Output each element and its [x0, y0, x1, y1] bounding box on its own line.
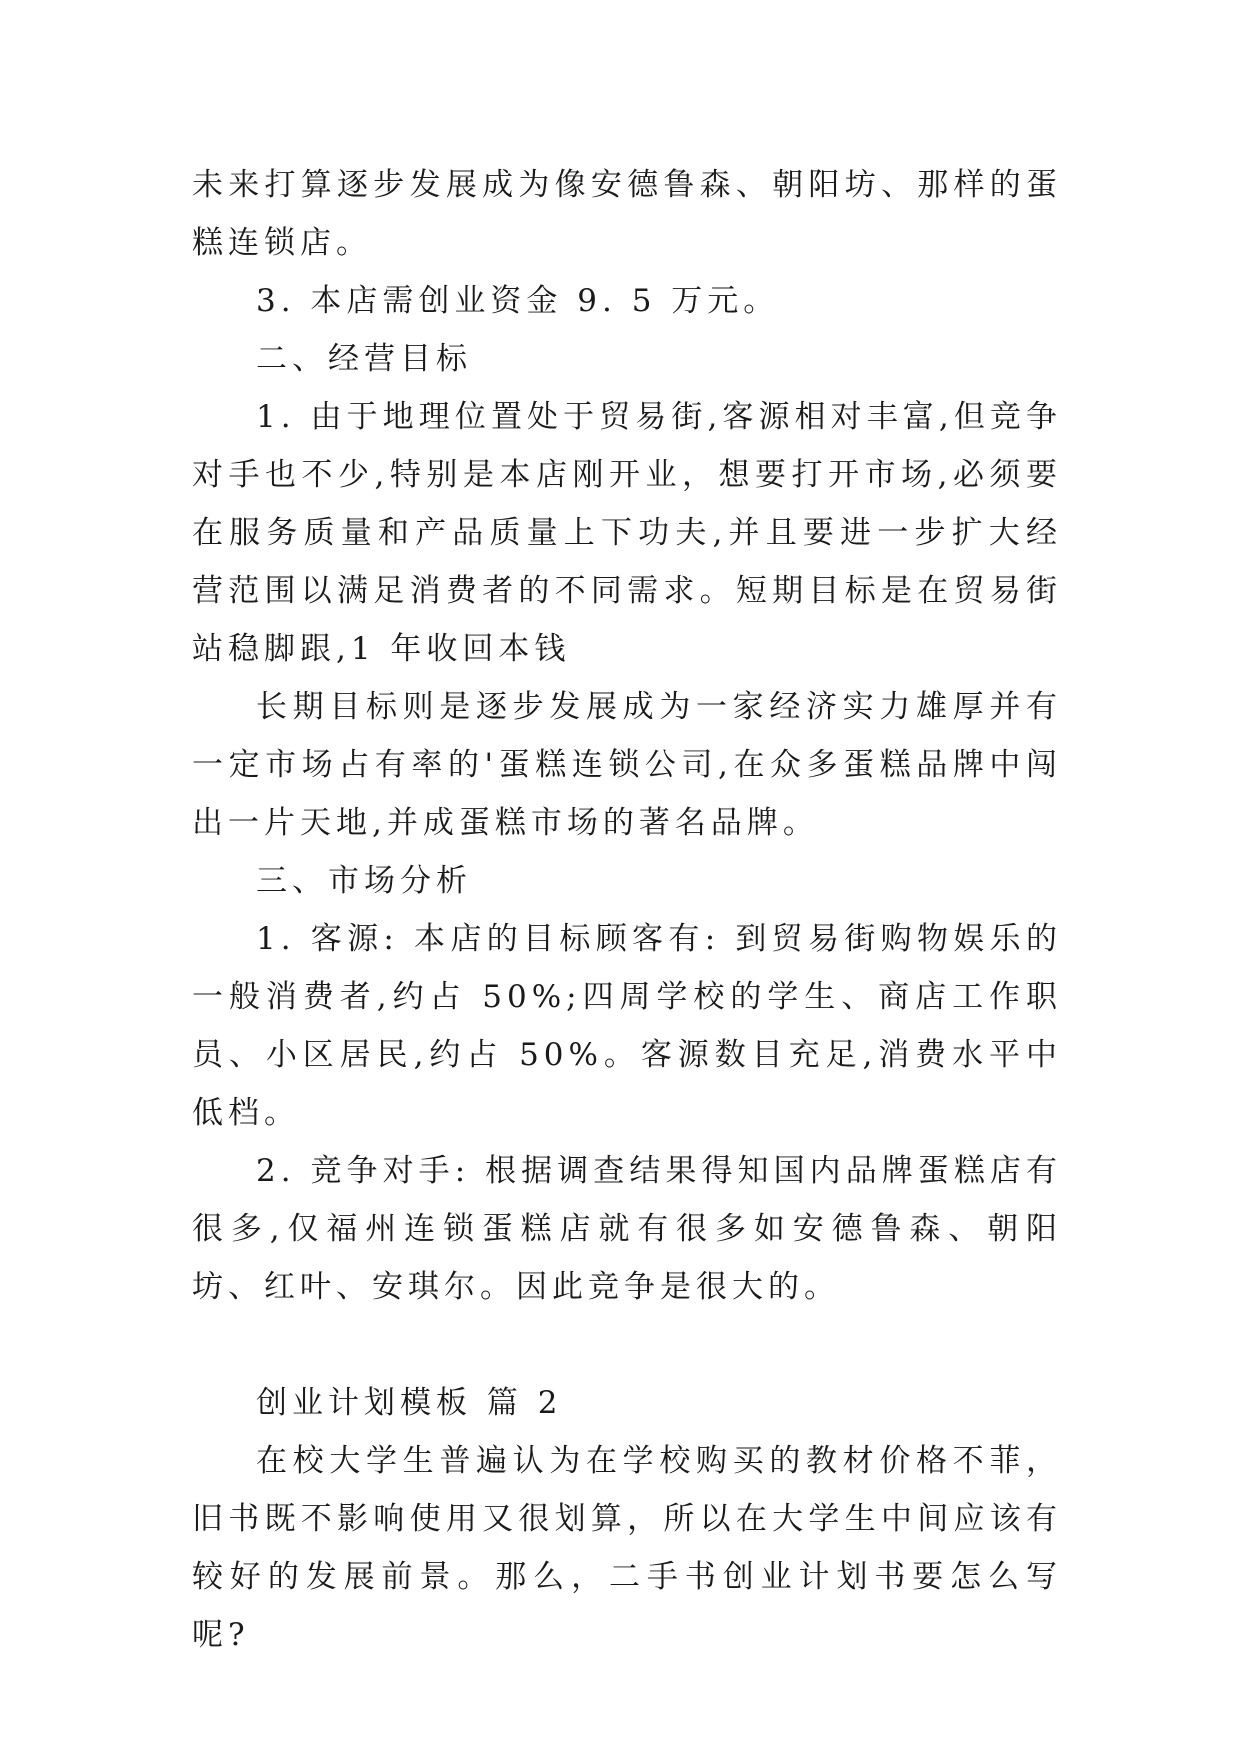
document-body — [192, 156, 1062, 1664]
heading-market-analysis: 三、市场分析 — [256, 863, 472, 899]
paragraph-second-hand-books: 在校大学生普遍认为在学校购买的教材价格不菲，旧书既不影响使用又很划算，所以在大学生中间应该有较好的发展前景。那么，二手书创业计划书要怎么写呢? — [192, 1443, 1062, 1653]
paragraph-competitors: 2. 竞争对手: 根据调查结果得知国内品牌蛋糕店有很多,仅福州连锁蛋糕店就有很多如安德鲁森、朝阳坊、红叶、安琪尔。因此竞争是很大的。 — [192, 1153, 1062, 1305]
heading-template-part-2: 创业计划模板 篇 2 — [256, 1385, 563, 1421]
paragraph-customer-source: 1. 客源: 本店的目标顾客有: 到贸易街购物娱乐的一般消费者,约占 50%;四周学校的学生、商店工作职员、小区居民,约占 50%。客源数目充足,消费水平中低档。 — [192, 921, 1062, 1131]
heading-business-goals: 二、经营目标 — [256, 341, 472, 377]
section-gap — [192, 1316, 1062, 1374]
paragraph-short-term-goal: 1. 由于地理位置处于贸易街,客源相对丰富,但竞争对手也不少,特别是本店刚开业，想要打开市场,必须要在服务质量和产品质量上下功夫,并且要进一步扩大经营范围以满足消费者的不同需求。短期目标是在贸易街站稳脚跟,1 年收回本钱 — [192, 399, 1062, 667]
paragraph-startup-capital: 3. 本店需创业资金 9. 5 万元。 — [256, 283, 780, 319]
paragraph-plan-future: 未来打算逐步发展成为像安德鲁森、朝阳坊、那样的蛋糕连锁店。 — [192, 167, 1062, 261]
paragraph-long-term-goal: 长期目标则是逐步发展成为一家经济实力雄厚并有一定市场占有率的'蛋糕连锁公司,在众多蛋糕品牌中闯出一片天地,并成蛋糕市场的著名品牌。 — [192, 689, 1062, 841]
